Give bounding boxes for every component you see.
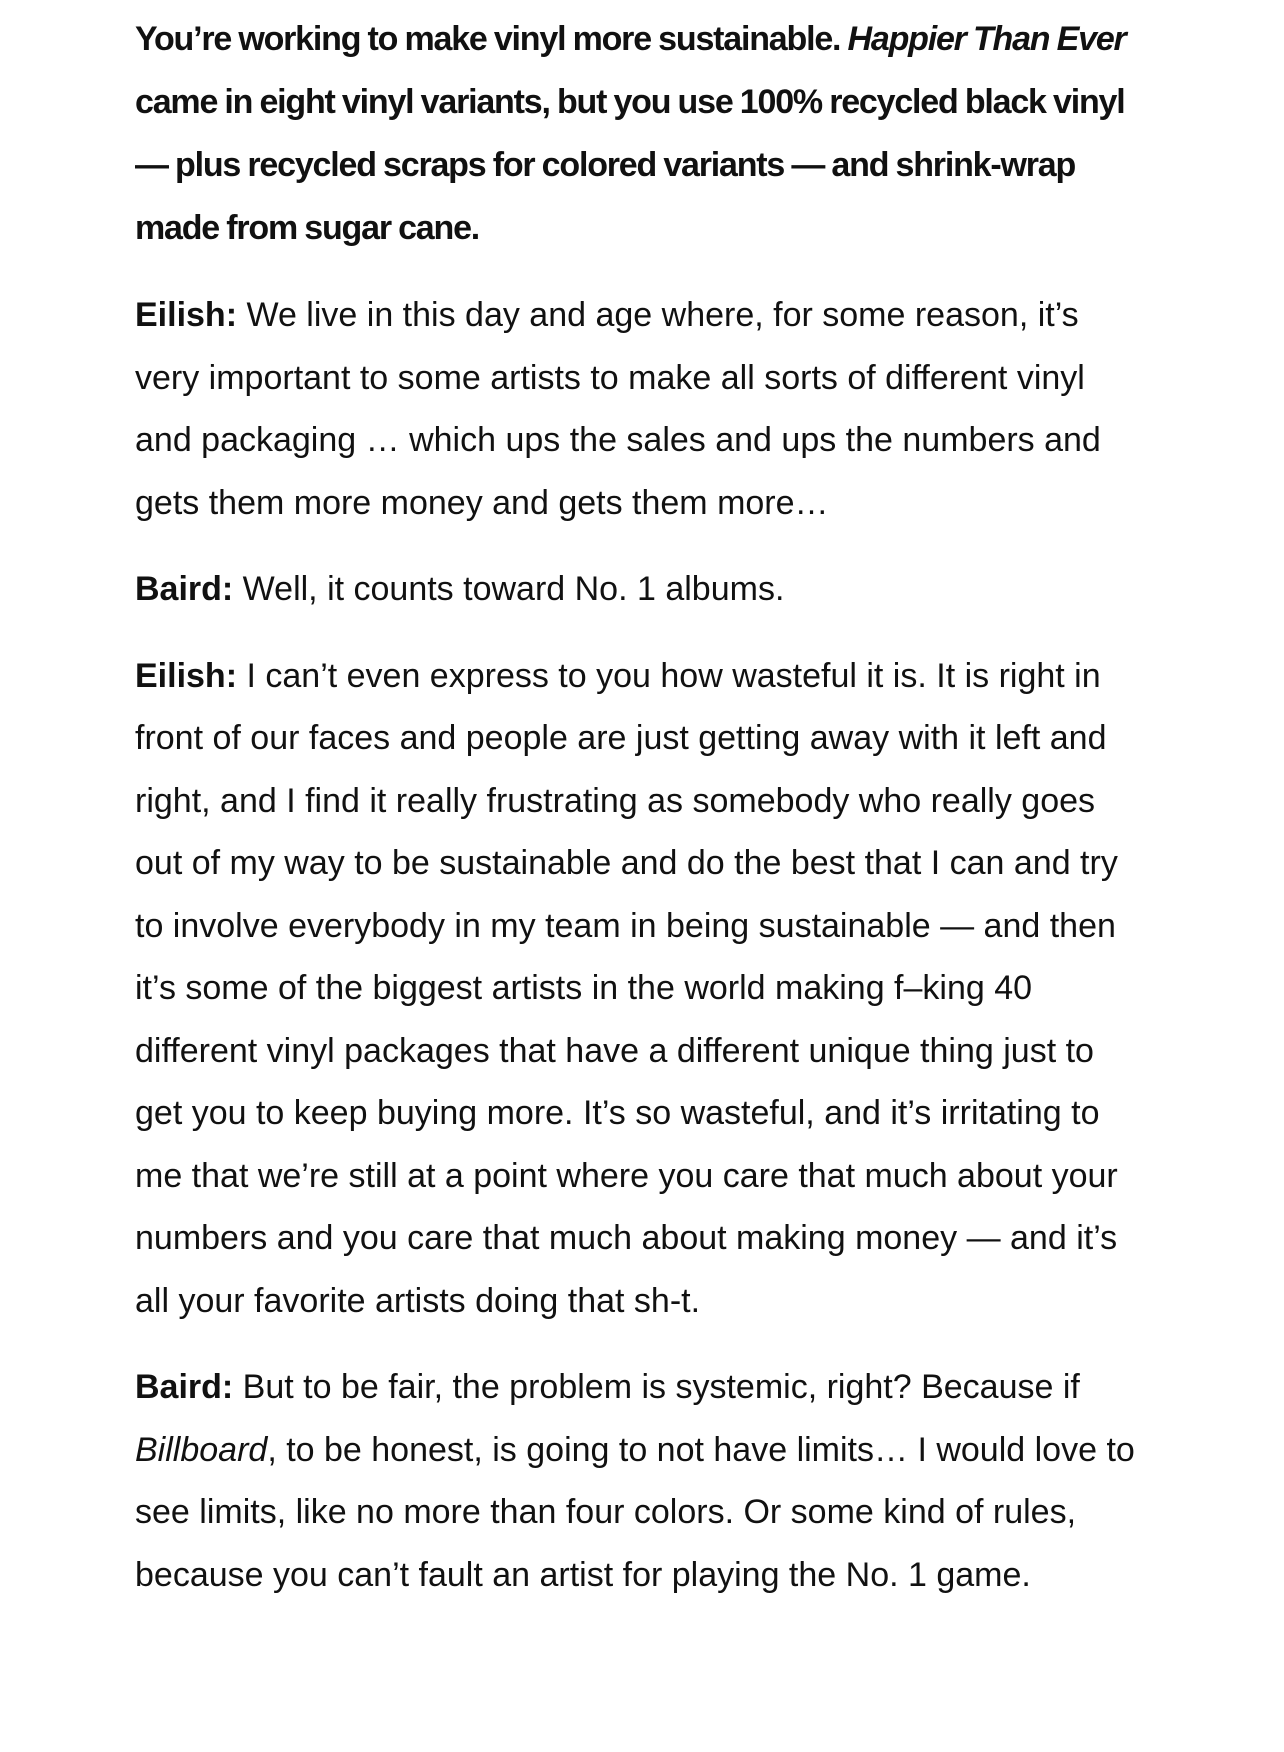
speaker-label: Eilish: [135,296,238,334]
exchange-text: Well, it counts toward No. 1 albums. [233,570,785,608]
question-text-end: came in eight vinyl variants, but you use 100% recycled black vinyl — plus recycled scraps for colored variants — and shrink-wrap made from sugar cane. [135,83,1125,247]
exchange-text: We live in this day and age where, for some reason, it’s very important to some artists to make all sorts of different vinyl and packaging … which ups the sales and ups the numbers and gets them more money and gets them more… [135,296,1101,522]
exchange-paragraph [135,284,1145,534]
exchange-text: I can’t even express to you how wasteful it is. It is right in front of our faces and people are just getting away with it left and right, and I find it really frustrating as somebody who really goes out of my way to be sustainable and do the best that I can and try to involve everybody in my team in being sustainable — and then it’s some of the biggest artists in the world making f–king 40 different vinyl packages that have a different unique thing just to get you to keep buying more. It’s so wasteful, and it’s irritating to me that we’re still at a point where you care that much about your numbers and you care that much about making money — and it’s all your favorite artists doing that sh-t. [135,656,1118,1320]
exchange-paragraph [135,1356,1145,1606]
exchange-text-start: But to be fair, the problem is systemic, right? Because if [233,1368,1080,1406]
question-text-start: You’re working to make vinyl more sustainable. [135,20,848,58]
publication-name: Billboard [135,1430,268,1469]
exchange-paragraph [135,558,1145,621]
article-body [135,8,1145,1630]
speaker-label: Eilish: [135,656,238,695]
exchange-paragraph [135,645,1145,1333]
interview-question [135,8,1145,260]
speaker-label: Baird: [135,1368,234,1406]
exchange-text-end: , to be honest, is going to not have limits… I would love to see limits, like no more than four colors. Or some kind of rules, because you can’t fault an artist for playing the No. 1 game. [135,1430,1135,1594]
speaker-label: Baird: [135,570,234,608]
album-title: Happier Than Ever [847,20,1126,58]
